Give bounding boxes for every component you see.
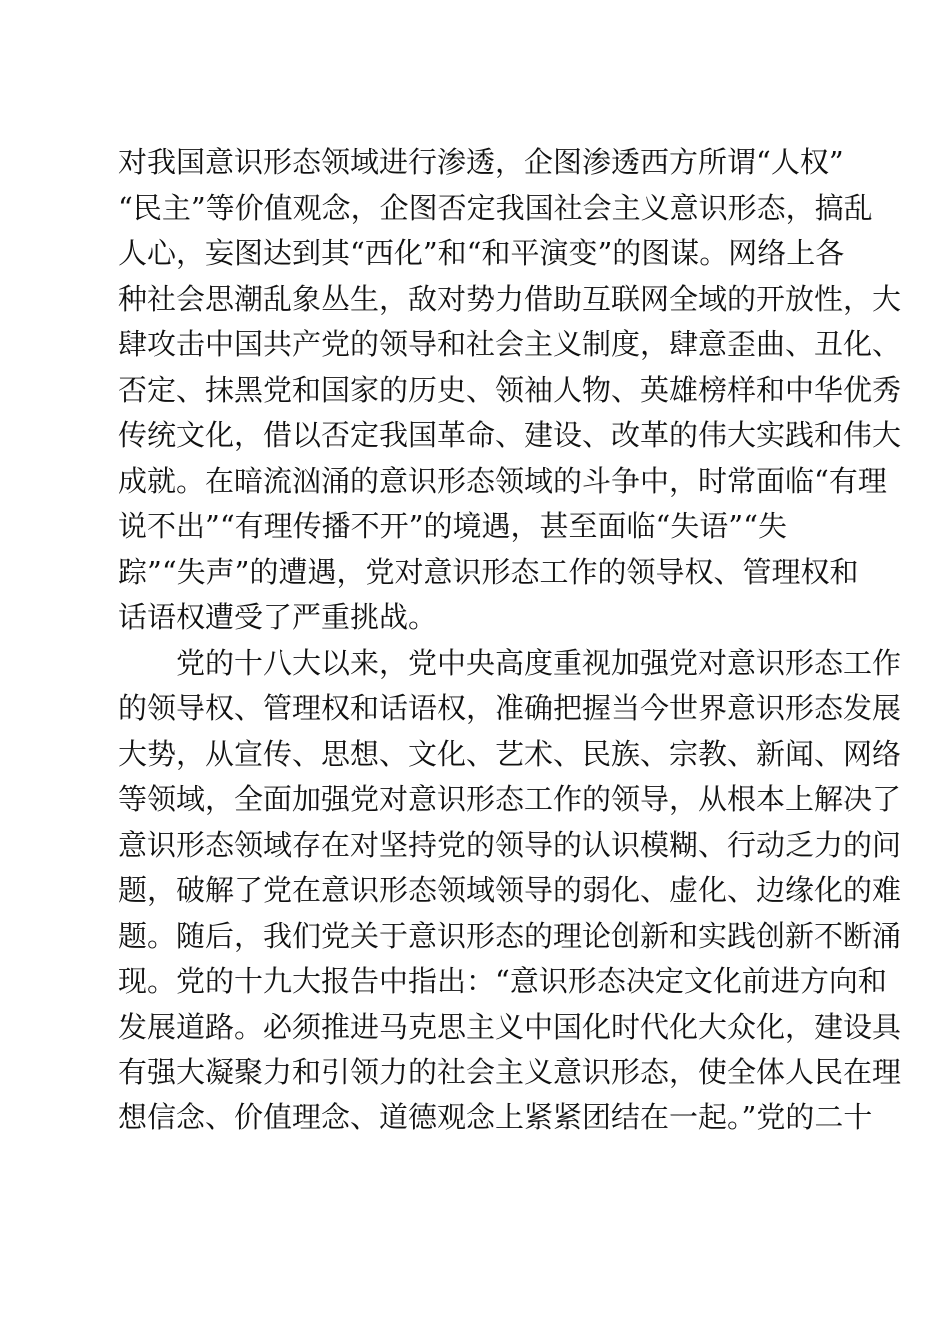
text-line: 想信念、价值理念、道德观念上紧紧团结在一起。”党的二十 xyxy=(118,1100,873,1134)
text-line: 话语权遭受了严重挑战。 xyxy=(118,600,438,634)
text-line: 题。随后，我们党关于意识形态的理论创新和实践创新不断涌 xyxy=(118,919,902,953)
text-line: 发展道路。必须推进马克思主义中国化时代化大众化，建设具 xyxy=(118,1010,902,1044)
text-line: 的领导权、管理权和话语权，准确把握当今世界意识形态发展 xyxy=(118,691,902,725)
text-line: 说不出”“有理传播不开”的境遇，甚至面临“失语”“失 xyxy=(118,509,787,543)
text-line: 意识形态领域存在对坚持党的领导的认识模糊、行动乏力的问 xyxy=(118,828,902,862)
text-line: 人心，妄图达到其“西化”和“和平演变”的图谋。网络上各 xyxy=(118,236,845,270)
text-line: 踪”“失声”的遭遇，党对意识形态工作的领导权、管理权和 xyxy=(118,555,859,589)
text-line: “民主”等价值观念，企图否定我国社会主义意识形态，搞乱 xyxy=(118,191,873,225)
text-line: 对我国意识形态领域进行渗透，企图渗透西方所谓“人权” xyxy=(118,145,844,179)
text-line: 成就。在暗流汹涌的意识形态领域的斗争中，时常面临“有理 xyxy=(118,464,887,498)
text-line: 题，破解了党在意识形态领域领导的弱化、虚化、边缘化的难 xyxy=(118,873,902,907)
text-line: 否定、抹黑党和国家的历史、领袖人物、英雄榜样和中华优秀 xyxy=(118,373,902,407)
text-line: 大势，从宣传、思想、文化、艺术、民族、宗教、新闻、网络 xyxy=(118,737,902,771)
text-line: 有强大凝聚力和引领力的社会主义意识形态，使全体人民在理 xyxy=(118,1055,902,1089)
text-line: 现。党的十九大报告中指出：“意识形态决定文化前进方向和 xyxy=(118,964,887,998)
paragraph-first-line: 党的十八大以来，党中央高度重视加强党对意识形态工作 xyxy=(176,646,902,680)
text-line: 肆攻击中国共产党的领导和社会主义制度，肆意歪曲、丑化、 xyxy=(118,327,902,361)
text-line: 种社会思潮乱象丛生，敌对势力借助互联网全域的开放性，大 xyxy=(118,282,902,316)
text-line: 传统文化，借以否定我国革命、建设、改革的伟大实践和伟大 xyxy=(118,418,902,452)
text-line: 等领域，全面加强党对意识形态工作的领导，从根本上解决了 xyxy=(118,782,902,816)
